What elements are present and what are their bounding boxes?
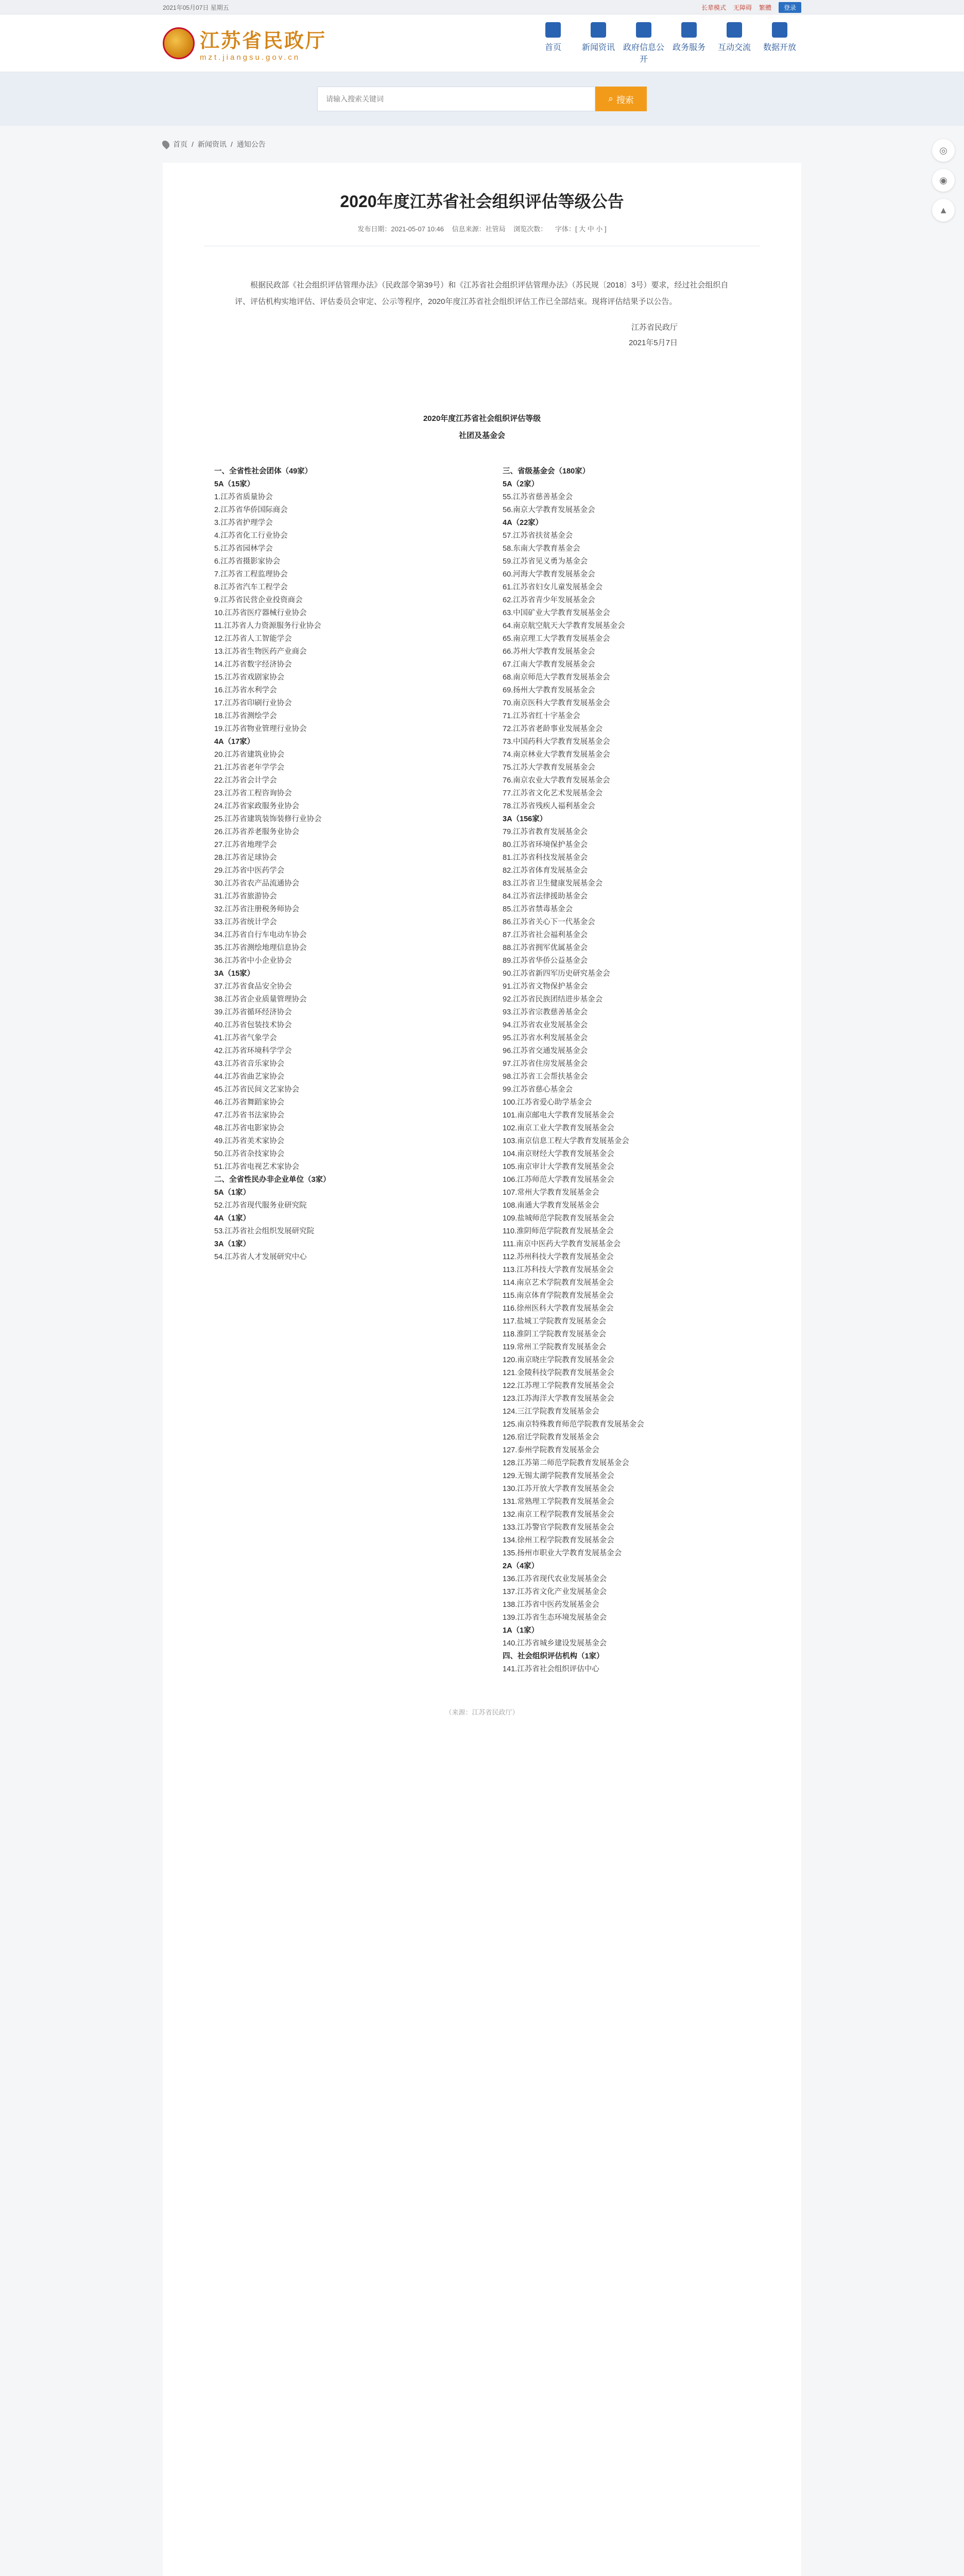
- list-item: 106.江苏师范大学教育发展基金会: [503, 1176, 614, 1184]
- list-item: 23.江苏省工程咨询协会: [214, 789, 292, 798]
- list-item: 139.江苏省生态环境发展基金会: [503, 1614, 607, 1622]
- list-item: 31.江苏省旅游协会: [214, 892, 277, 901]
- list-item: 20.江苏省建筑业协会: [214, 751, 285, 759]
- list-item: 110.淮阴师范学院教育发展基金会: [503, 1227, 614, 1235]
- info-icon: [636, 22, 651, 38]
- list-item: 29.江苏省中医药学会: [214, 867, 285, 875]
- list-item: 21.江苏省老年学学会: [214, 764, 285, 772]
- intro-paragraph: 根据民政部《社会组织评估管理办法》（民政部令第39号）和《江苏省社会组织评估管理办法》（苏民规〔2018〕3号）要求，经过社会组织自评、评估机构实地评估、评估委员会审定、公示等程序，2020年度江苏省社会组织评估工作已全部结束。现将评估结果予以公告。: [235, 281, 729, 306]
- list-item: 12.江苏省人工智能学会: [214, 635, 292, 643]
- list-item: 69.扬州大学教育发展基金会: [503, 686, 595, 694]
- list-item: 1.江苏省质量协会: [214, 493, 273, 501]
- list-item: 81.江苏省科技发展基金会: [503, 854, 588, 862]
- list-item: 93.江苏省宗教慈善基金会: [503, 1008, 588, 1016]
- list-item: 73.中国药科大学教育发展基金会: [503, 738, 610, 746]
- list-item: 25.江苏省建筑装饰装修行业协会: [214, 815, 322, 823]
- list-title: 2020年度江苏省社会组织评估等级: [423, 414, 541, 423]
- source-note: （来源：江苏省民政厅）: [445, 1708, 519, 1716]
- list-item: 63.中国矿业大学教育发展基金会: [503, 609, 610, 617]
- list-item: 90.江苏省新四军历史研究基金会: [503, 970, 610, 978]
- list-item: 105.南京审计大学教育发展基金会: [503, 1163, 614, 1171]
- list-item: 8.江苏省汽车工程学会: [214, 583, 288, 591]
- list-item: 99.江苏省慈心基金会: [503, 1086, 573, 1094]
- main-nav: [531, 22, 801, 64]
- list-item: 79.江苏省教育发展基金会: [503, 828, 588, 836]
- list-item: 118.淮阴工学院教育发展基金会: [503, 1330, 607, 1338]
- nav-interaction[interactable]: 互动交流: [713, 22, 756, 64]
- list-item: 54.江苏省人才发展研究中心: [214, 1253, 307, 1261]
- list-item: 114.南京艺术学院教育发展基金会: [503, 1279, 614, 1287]
- list-item: 62.江苏省青少年发展基金会: [503, 596, 595, 604]
- weibo-button[interactable]: [932, 169, 955, 192]
- list-item: 44.江苏省曲艺家协会: [214, 1073, 285, 1081]
- list-item: 18.江苏省测绘学会: [214, 712, 277, 720]
- list-item: 85.江苏省禁毒基金会: [503, 905, 573, 913]
- list-item: 132.南京工程学院教育发展基金会: [503, 1511, 614, 1519]
- crumb-home[interactable]: 首页: [173, 140, 187, 148]
- list-item: 112.苏州科技大学教育发展基金会: [503, 1253, 614, 1261]
- list-item: 109.盐城师范学院教育发展基金会: [503, 1214, 614, 1223]
- nav-gov-info[interactable]: 政府信息公开: [622, 22, 665, 64]
- list-item: 43.江苏省音乐家协会: [214, 1060, 285, 1068]
- list-item: 66.苏州大学教育发展基金会: [503, 648, 595, 656]
- emblem-icon: [163, 27, 195, 59]
- nav-services[interactable]: 政务服务: [667, 22, 711, 64]
- list-item: 22.江苏省会计学会: [214, 776, 277, 785]
- wechat-button[interactable]: [932, 139, 955, 162]
- org-list-right: [503, 465, 760, 1676]
- list-item: 137.江苏省文化产业发展基金会: [503, 1588, 607, 1596]
- wechat-icon: ◎: [939, 145, 948, 156]
- list-item: 56.南京大学教育发展基金会: [503, 506, 595, 514]
- search-button[interactable]: ⌕ 搜索: [595, 87, 647, 111]
- list-item: 123.江苏海洋大学教育发展基金会: [503, 1395, 614, 1403]
- list-item: 95.江苏省水利发展基金会: [503, 1034, 588, 1042]
- list-item: 136.江苏省现代农业发展基金会: [503, 1575, 607, 1583]
- list-item: 2.江苏省华侨国际商会: [214, 506, 288, 514]
- list-item: 15.江苏省戏剧家协会: [214, 673, 285, 682]
- list-item: 125.南京特殊教育师范学院教育发展基金会: [503, 1420, 644, 1429]
- list-item: 53.江苏省社会组织发展研究院: [214, 1227, 315, 1235]
- list-item: 11.江苏省人力资源服务行业协会: [214, 622, 321, 630]
- list-item: 36.江苏省中小企业协会: [214, 957, 292, 965]
- list-item: 35.江苏省测绘地理信息协会: [214, 944, 307, 952]
- list-item: 49.江苏省美术家协会: [214, 1137, 285, 1145]
- grade-heading: 3A（15家）: [214, 970, 255, 978]
- publish-date: 发布日期：2021-05-07 10:46: [357, 225, 444, 233]
- arrow-up-icon: ▲: [939, 205, 948, 215]
- page-title: 2020年度江苏省社会组织评估等级公告: [340, 192, 624, 211]
- logo-domain: mzt.jiangsu.gov.cn: [200, 53, 301, 62]
- list-item: 45.江苏省民间文艺家协会: [214, 1086, 300, 1094]
- list-item: 42.江苏省环境科学学会: [214, 1047, 292, 1055]
- list-item: 39.江苏省循环经济协会: [214, 1008, 292, 1016]
- list-item: 135.扬州市职业大学教育发展基金会: [503, 1549, 622, 1557]
- list-item: 17.江苏省印刷行业协会: [214, 699, 292, 707]
- list-item: 10.江苏省医疗器械行业协会: [214, 609, 307, 617]
- list-item: 71.江苏省红十字基金会: [503, 712, 580, 720]
- list-item: 76.南京农业大学教育发展基金会: [503, 776, 610, 785]
- list-item: 61.江苏省妇女儿童发展基金会: [503, 583, 603, 591]
- list-item: 131.常熟理工学院教育发展基金会: [503, 1498, 614, 1506]
- list-item: 33.江苏省统计学会: [214, 918, 277, 926]
- back-to-top-button[interactable]: [932, 199, 955, 222]
- list-item: 58.东南大学教育基金会: [503, 545, 580, 553]
- list-item: 89.江苏省华侨公益基金会: [503, 957, 588, 965]
- list-section-heading: 二、全省性民办非企业单位（3家）: [214, 1176, 331, 1184]
- list-item: 98.江苏省工会帮扶基金会: [503, 1073, 588, 1081]
- list-item: 19.江苏省物业管理行业协会: [214, 725, 307, 733]
- list-item: 51.江苏省电视艺术家协会: [214, 1163, 300, 1171]
- list-item: 60.河海大学教育发展基金会: [503, 570, 595, 579]
- list-item: 68.南京师范大学教育发展基金会: [503, 673, 610, 682]
- list-item: 141.江苏省社会组织评估中心: [503, 1665, 599, 1673]
- list-item: 5.江苏省园林学会: [214, 545, 273, 553]
- list-item: 70.南京医科大学教育发展基金会: [503, 699, 610, 707]
- grade-heading: 4A（1家）: [214, 1214, 251, 1223]
- list-section-heading: 三、省级基金会（180家）: [503, 467, 590, 476]
- elder-mode-link[interactable]: 长辈模式: [701, 4, 726, 11]
- list-item: 133.江苏警官学院教育发展基金会: [503, 1523, 614, 1532]
- list-item: 41.江苏省气象学会: [214, 1034, 277, 1042]
- list-item: 128.江苏第二师范学院教育发展基金会: [503, 1459, 629, 1467]
- article: [163, 163, 801, 2576]
- list-item: 117.盐城工学院教育发展基金会: [503, 1317, 607, 1326]
- list-subtitle: 社团及基金会: [458, 431, 505, 440]
- list-item: 130.江苏开放大学教育发展基金会: [503, 1485, 614, 1493]
- list-item: 113.江苏科技大学教育发展基金会: [503, 1266, 614, 1274]
- list-item: 92.江苏省民族团结进步基金会: [503, 995, 603, 1004]
- list-item: 37.江苏省食品安全协会: [214, 982, 292, 991]
- list-item: 27.江苏省地理学会: [214, 841, 277, 849]
- date-text: 2021年05月07日 星期五: [163, 4, 229, 11]
- weibo-icon: ◉: [939, 175, 948, 185]
- news-icon: [591, 22, 606, 38]
- nav-news[interactable]: 新闻资讯: [577, 22, 620, 64]
- list-item: 138.江苏省中医药发展基金会: [503, 1601, 599, 1609]
- list-item: 7.江苏省工程监理协会: [214, 570, 288, 579]
- list-item: 96.江苏省交通发展基金会: [503, 1047, 588, 1055]
- list-item: 47.江苏省书法家协会: [214, 1111, 285, 1120]
- home-icon: [545, 22, 561, 38]
- list-item: 126.宿迁学院教育发展基金会: [503, 1433, 599, 1442]
- list-item: 65.南京理工大学教育发展基金会: [503, 635, 610, 643]
- nav-data[interactable]: 数据开放: [758, 22, 801, 64]
- chart-icon: [772, 22, 787, 38]
- list-item: 120.南京晓庄学院教育发展基金会: [503, 1356, 614, 1364]
- list-item: 40.江苏省包装技术协会: [214, 1021, 292, 1029]
- org-list-left: [214, 465, 472, 1676]
- list-item: 82.江苏省体育发展基金会: [503, 867, 588, 875]
- list-section-heading: 一、全省性社会团体（49家）: [214, 467, 313, 476]
- list-section-heading: 四、社会组织评估机构（1家）: [503, 1652, 604, 1660]
- logo-title: 江苏省民政厅: [200, 29, 327, 52]
- list-item: 86.江苏省关心下一代基金会: [503, 918, 595, 926]
- grade-heading: 5A（1家）: [214, 1189, 251, 1197]
- search-input[interactable]: [317, 87, 595, 111]
- list-item: 78.江苏省残疾人福利基金会: [503, 802, 595, 810]
- list-item: 30.江苏省农产品流通协会: [214, 879, 300, 888]
- signature: 江苏省民政厅 2021年5月7日: [628, 323, 678, 347]
- list-item: 111.南京中医药大学教育发展基金会: [503, 1240, 621, 1248]
- grade-heading: 3A（1家）: [214, 1240, 251, 1248]
- list-item: 34.江苏省自行车电动车协会: [214, 931, 307, 939]
- list-item: 14.江苏省数字经济协会: [214, 660, 292, 669]
- list-item: 26.江苏省养老服务业协会: [214, 828, 300, 836]
- list-item: 50.江苏省杂技家协会: [214, 1150, 285, 1158]
- list-item: 72.江苏省老龄事业发展基金会: [503, 725, 603, 733]
- crumb-notice[interactable]: 通知公告: [236, 140, 266, 148]
- list-item: 101.南京邮电大学教育发展基金会: [503, 1111, 614, 1120]
- list-item: 87.江苏省社会福利基金会: [503, 931, 588, 939]
- article-meta: [204, 224, 760, 233]
- list-item: 140.江苏省城乡建设发展基金会: [503, 1639, 607, 1648]
- list-item: 6.江苏省摄影家协会: [214, 557, 281, 566]
- list-item: 108.南通大学教育发展基金会: [503, 1201, 599, 1210]
- accessibility-link[interactable]: 无障碍: [733, 4, 752, 11]
- list-item: 75.江苏大学教育发展基金会: [503, 764, 595, 772]
- list-item: 46.江苏省舞蹈家协会: [214, 1098, 285, 1107]
- location-icon: [161, 139, 171, 149]
- list-item: 3.江苏省护理学会: [214, 519, 273, 527]
- traditional-chinese-link[interactable]: 繁體: [759, 4, 771, 11]
- chat-icon: [727, 22, 742, 38]
- crumb-news[interactable]: 新闻资讯: [197, 140, 227, 148]
- grade-heading: 3A（156家）: [503, 815, 547, 823]
- grade-heading: 5A（2家）: [503, 480, 539, 488]
- view-count: 浏览次数：: [513, 225, 547, 233]
- list-item: 74.南京林业大学教育发展基金会: [503, 751, 610, 759]
- list-item: 57.江苏省扶贫基金会: [503, 532, 573, 540]
- list-item: 100.江苏省爱心助学基金会: [503, 1098, 592, 1107]
- list-item: 103.南京信息工程大学教育发展基金会: [503, 1137, 629, 1145]
- grade-heading: 2A（4家）: [503, 1562, 539, 1570]
- list-item: 97.江苏省住房发展基金会: [503, 1060, 588, 1068]
- list-item: 119.常州工学院教育发展基金会: [503, 1343, 607, 1351]
- list-item: 115.南京体育学院教育发展基金会: [503, 1292, 614, 1300]
- list-item: 32.江苏省注册税务师协会: [214, 905, 300, 913]
- list-item: 127.泰州学院教育发展基金会: [503, 1446, 599, 1454]
- list-item: 28.江苏省足球协会: [214, 854, 277, 862]
- login-button[interactable]: 登录: [779, 2, 801, 13]
- grade-heading: 5A（15家）: [214, 480, 255, 488]
- list-item: 134.徐州工程学院教育发展基金会: [503, 1536, 614, 1545]
- list-item: 38.江苏省企业质量管理协会: [214, 995, 307, 1004]
- list-item: 124.三江学院教育发展基金会: [503, 1408, 599, 1416]
- grade-heading: 4A（22家）: [503, 519, 543, 527]
- top-links: [701, 2, 801, 13]
- list-item: 80.江苏省环境保护基金会: [503, 841, 588, 849]
- org-list: [214, 465, 760, 1676]
- site-header: [0, 14, 964, 72]
- list-item: 129.无锡太湖学院教育发展基金会: [503, 1472, 614, 1480]
- top-strip: [0, 0, 964, 14]
- list-item: 59.江苏省见义勇为基金会: [503, 557, 588, 566]
- list-item: 94.江苏省农业发展基金会: [503, 1021, 588, 1029]
- list-item: 116.徐州医科大学教育发展基金会: [503, 1304, 614, 1313]
- search-bar: [0, 72, 964, 126]
- grade-heading: 4A（17家）: [214, 738, 255, 746]
- list-item: 122.江苏理工学院教育发展基金会: [503, 1382, 614, 1390]
- list-item: 102.南京工业大学教育发展基金会: [503, 1124, 614, 1132]
- search-icon: ⌕: [608, 94, 613, 104]
- breadcrumb: 首页 / 新闻资讯 / 通知公告: [163, 126, 801, 163]
- list-item: 48.江苏省电影家协会: [214, 1124, 285, 1132]
- list-item: 91.江苏省文物保护基金会: [503, 982, 588, 991]
- list-item: 52.江苏省现代服务业研究院: [214, 1201, 307, 1210]
- list-item: 55.江苏省慈善基金会: [503, 493, 573, 501]
- list-item: 77.江苏省文化艺术发展基金会: [503, 789, 603, 798]
- grade-heading: 1A（1家）: [503, 1626, 539, 1635]
- list-item: 104.南京财经大学教育发展基金会: [503, 1150, 614, 1158]
- list-item: 24.江苏省家政服务业协会: [214, 802, 300, 810]
- site-logo[interactable]: [163, 25, 326, 62]
- list-item: 88.江苏省拥军优属基金会: [503, 944, 588, 952]
- list-item: 64.南京航空航天大学教育发展基金会: [503, 622, 625, 630]
- list-item: 16.江苏省水利学会: [214, 686, 277, 694]
- float-sidebar: [932, 139, 955, 222]
- list-item: 9.江苏省民营企业投资商会: [214, 596, 303, 604]
- list-item: 121.金陵科技学院教育发展基金会: [503, 1369, 614, 1377]
- nav-home[interactable]: 首页: [531, 22, 575, 64]
- info-source: 信息来源：社管局: [452, 225, 506, 233]
- list-item: 83.江苏省卫生健康发展基金会: [503, 879, 603, 888]
- list-item: 13.江苏省生物医药产业商会: [214, 648, 307, 656]
- list-item: 84.江苏省法律援助基金会: [503, 892, 588, 901]
- list-item: 107.常州大学教育发展基金会: [503, 1189, 599, 1197]
- service-icon: [681, 22, 697, 38]
- font-size-switch[interactable]: 字体：[ 大 中 小 ]: [555, 225, 607, 233]
- list-item: 67.江南大学教育发展基金会: [503, 660, 595, 669]
- list-item: 4.江苏省化工行业协会: [214, 532, 288, 540]
